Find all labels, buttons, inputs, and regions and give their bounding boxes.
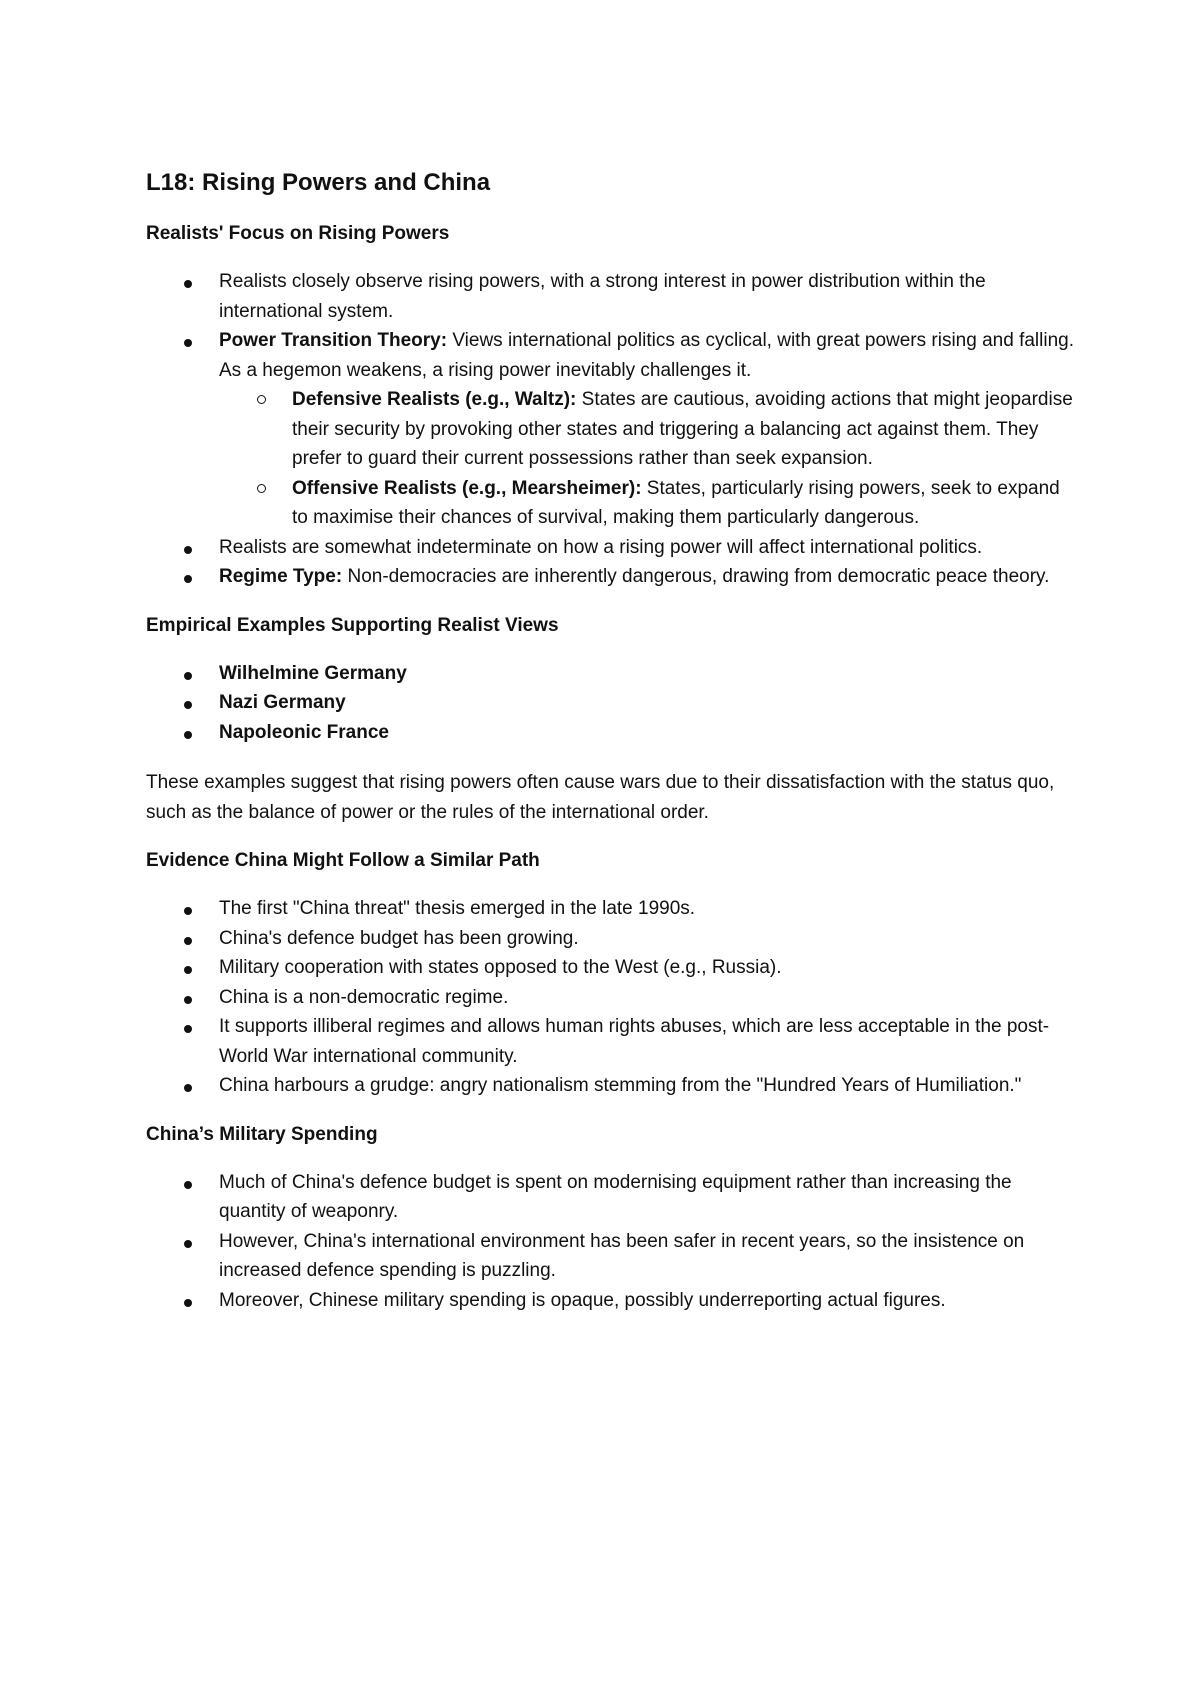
section-heading-empirical-examples: Empirical Examples Supporting Realist Views: [146, 614, 559, 636]
bullet-icon: [184, 1240, 192, 1248]
list-item-text: China is a non-democratic regime.: [219, 986, 509, 1008]
list-item-lead: Nazi Germany: [219, 692, 346, 713]
list-item: [146, 718, 1076, 748]
list-item: [146, 1168, 1076, 1227]
list-item-lead: Napoleonic France: [219, 721, 389, 743]
document-page: [146, 168, 1076, 1336]
bullet-icon: [184, 996, 192, 1004]
bullet-icon: [184, 966, 192, 974]
section-heading-realists-focus: Realists' Focus on Rising Powers: [146, 223, 450, 244]
list-item-text: Realists are somewhat indeterminate on how a rising power will affect international politics.: [219, 536, 983, 558]
empirical-examples-list: [146, 659, 1076, 748]
section-heading-military-spending: China’s Military Spending: [146, 1123, 378, 1145]
hollow-bullet-icon: [257, 484, 266, 493]
list-item: [146, 953, 1076, 983]
list-item: [146, 1071, 1076, 1101]
bullet-icon: [184, 1084, 192, 1092]
list-item: [146, 659, 1076, 689]
list-item-text: Non-democracies are inherently dangerous, drawing from democratic peace theory.: [342, 566, 1050, 587]
list-item-text: China's defence budget has been growing.: [219, 927, 579, 949]
list-item: [146, 326, 1076, 533]
examples-paragraph: These examples suggest that rising powers often cause wars due to their dissatisfaction with the status quo, such as the balance of power or the rules of the international order.: [146, 772, 1055, 823]
list-item: [146, 1286, 1076, 1316]
bullet-icon: [184, 731, 192, 739]
list-item-text: Much of China's defence budget is spent on modernising equipment rather than increasing the quantity of weaponry.: [219, 1171, 1012, 1222]
bullet-icon: [184, 937, 192, 945]
list-item-text: China harbours a grudge: angry nationalism stemming from the "Hundred Years of Humiliation.": [219, 1075, 1022, 1096]
list-item-text: Moreover, Chinese military spending is opaque, possibly underreporting actual figures.: [219, 1289, 946, 1311]
military-spending-list: [146, 1168, 1076, 1316]
china-evidence-list: [146, 894, 1076, 1101]
list-item: [146, 894, 1076, 924]
list-item-text: Realists closely observe rising powers, with a strong interest in power distribution within the international system.: [219, 271, 986, 322]
sub-list-item: [219, 474, 1076, 533]
bullet-icon: [184, 546, 192, 554]
bullet-icon: [184, 339, 192, 347]
list-item: [146, 924, 1076, 954]
section-heading-china-evidence: Evidence China Might Follow a Similar Path: [146, 850, 540, 871]
bullet-icon: [184, 907, 192, 915]
bullet-icon: [184, 1299, 192, 1307]
sub-list: [219, 385, 1076, 533]
list-item-text: The first "China threat" thesis emerged in the late 1990s.: [219, 898, 696, 919]
list-item-lead: Regime Type:: [219, 566, 343, 587]
bullet-icon: [184, 280, 192, 288]
list-item: [146, 1227, 1076, 1286]
list-item: [146, 983, 1076, 1013]
bullet-icon: [184, 701, 192, 709]
realists-focus-list: [146, 267, 1076, 592]
hollow-bullet-icon: [257, 395, 266, 404]
list-item-text: It supports illiberal regimes and allows human rights abuses, which are less acceptable in the post-World War international community.: [219, 1016, 1050, 1067]
sub-list-item-lead: Offensive Realists (e.g., Mearsheimer):: [292, 477, 642, 499]
list-item: [146, 533, 1076, 563]
sub-list-item-lead: Defensive Realists (e.g., Waltz):: [292, 389, 577, 410]
sub-list-item-text: States are cautious, avoiding actions that might jeopardise their security by provoking other states and triggering a balancing act against them. They prefer to guard their current possessions rather than seek expansion.: [292, 389, 1073, 469]
list-item-lead: Power Transition Theory:: [219, 330, 448, 351]
bullet-icon: [184, 1025, 192, 1033]
document-title: L18: Rising Powers and China: [146, 169, 491, 196]
list-item: [146, 1012, 1076, 1071]
list-item: [146, 562, 1076, 592]
bullet-icon: [184, 575, 192, 583]
bullet-icon: [184, 672, 192, 680]
bullet-icon: [184, 1181, 192, 1189]
list-item: [146, 267, 1076, 326]
list-item-text: Views international politics as cyclical, with great powers rising and falling. As a hegemon weakens, a rising power inevitably challenges it.: [219, 330, 1074, 381]
list-item-text: However, China's international environment has been safer in recent years, so the insistence on increased defence spending is puzzling.: [219, 1230, 1025, 1281]
list-item-text: Military cooperation with states opposed to the West (e.g., Russia).: [219, 957, 782, 978]
sub-list-item-text: States, particularly rising powers, seek to expand to maximise their chances of survival, making them particularly dangerous.: [292, 477, 1060, 528]
list-item-lead: Wilhelmine Germany: [219, 662, 407, 684]
sub-list-item: [219, 385, 1076, 474]
list-item: [146, 688, 1076, 718]
